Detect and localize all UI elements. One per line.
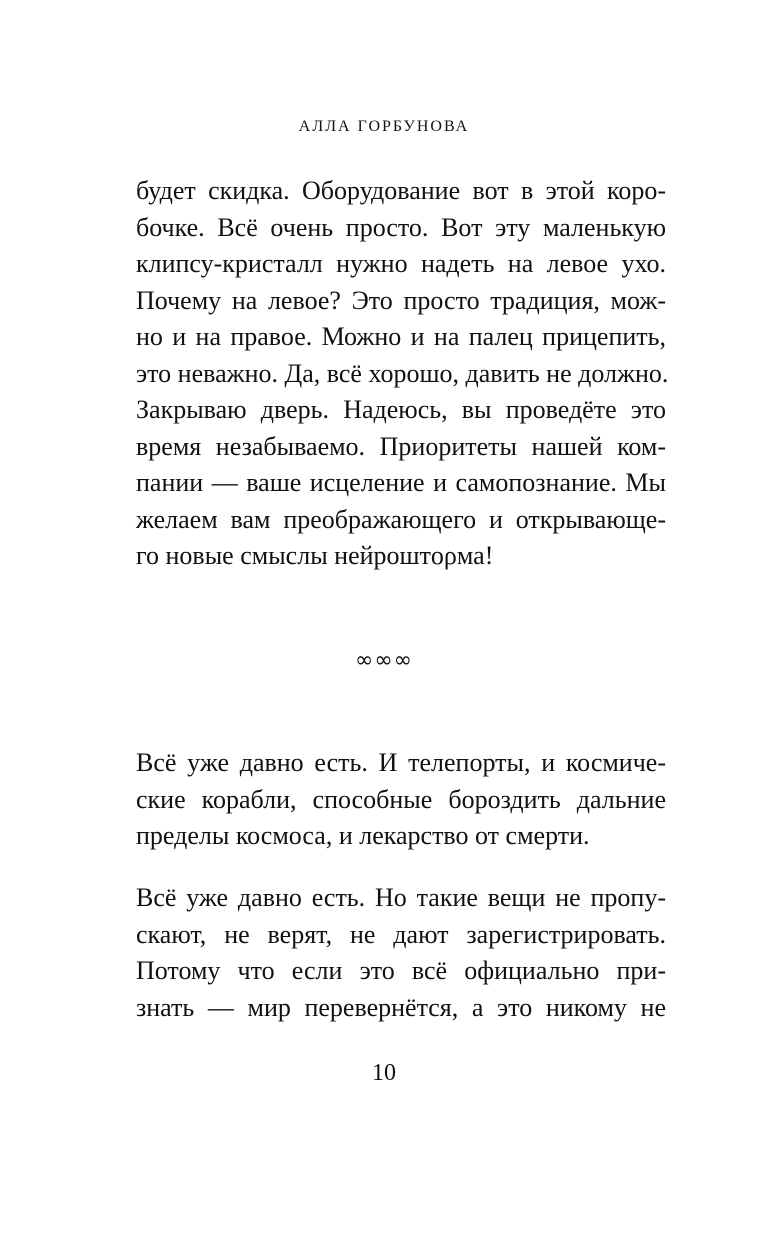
section-separator: ∞∞∞	[355, 648, 413, 673]
text-line: пании — ваше исцеление и самопознание. Мы	[136, 468, 666, 497]
text-line: желаем вам преображающего и открывающе-	[136, 504, 666, 534]
running-head-author: АЛЛА ГОРБУНОВА	[298, 118, 470, 135]
text-line: время незабываемо. Приоритеты нашей ком-	[136, 431, 666, 461]
text-line: клипсу-кристалл нужно надеть на левое ухо.	[136, 249, 666, 278]
text-line: Закрываю дверь. Надеюсь, вы проведёте это	[136, 395, 666, 424]
text-line: пределы космоса, и лекарство от смерти.	[136, 821, 590, 850]
text-line: но и на правое. Можно и на палец прицепить,	[136, 322, 666, 351]
text-line: Всё уже давно есть. И телепорты, и космиче-	[136, 748, 666, 777]
paragraph-3	[136, 880, 666, 1026]
text-line: скают, не верят, не дают зарегистрировать.	[136, 919, 666, 949]
page-number: 10	[372, 1060, 396, 1086]
text-line: ские корабли, способные бороздить дальние	[136, 784, 666, 814]
text-line: будет скидка. Оборудование вот в этой коро-	[136, 176, 666, 205]
text-line: Всё уже давно есть. Но такие вещи не пропу-	[136, 883, 666, 912]
text-line: бочке. Всё очень просто. Вот эту маленькую	[136, 212, 666, 242]
text-line: Почему на левое? Это просто традиция, мож-	[136, 285, 666, 315]
text-line: это неважно. Да, всё хорошо, давить не должно.	[136, 358, 669, 388]
paragraph-1	[136, 173, 669, 575]
text-line: знать — мир перевернётся, а это никому не	[136, 992, 666, 1022]
text-line: Потому что если это всё официально при-	[136, 956, 666, 985]
paragraph-2	[136, 745, 666, 855]
text-line: го новые смыслы нейроштορма!	[136, 541, 494, 570]
